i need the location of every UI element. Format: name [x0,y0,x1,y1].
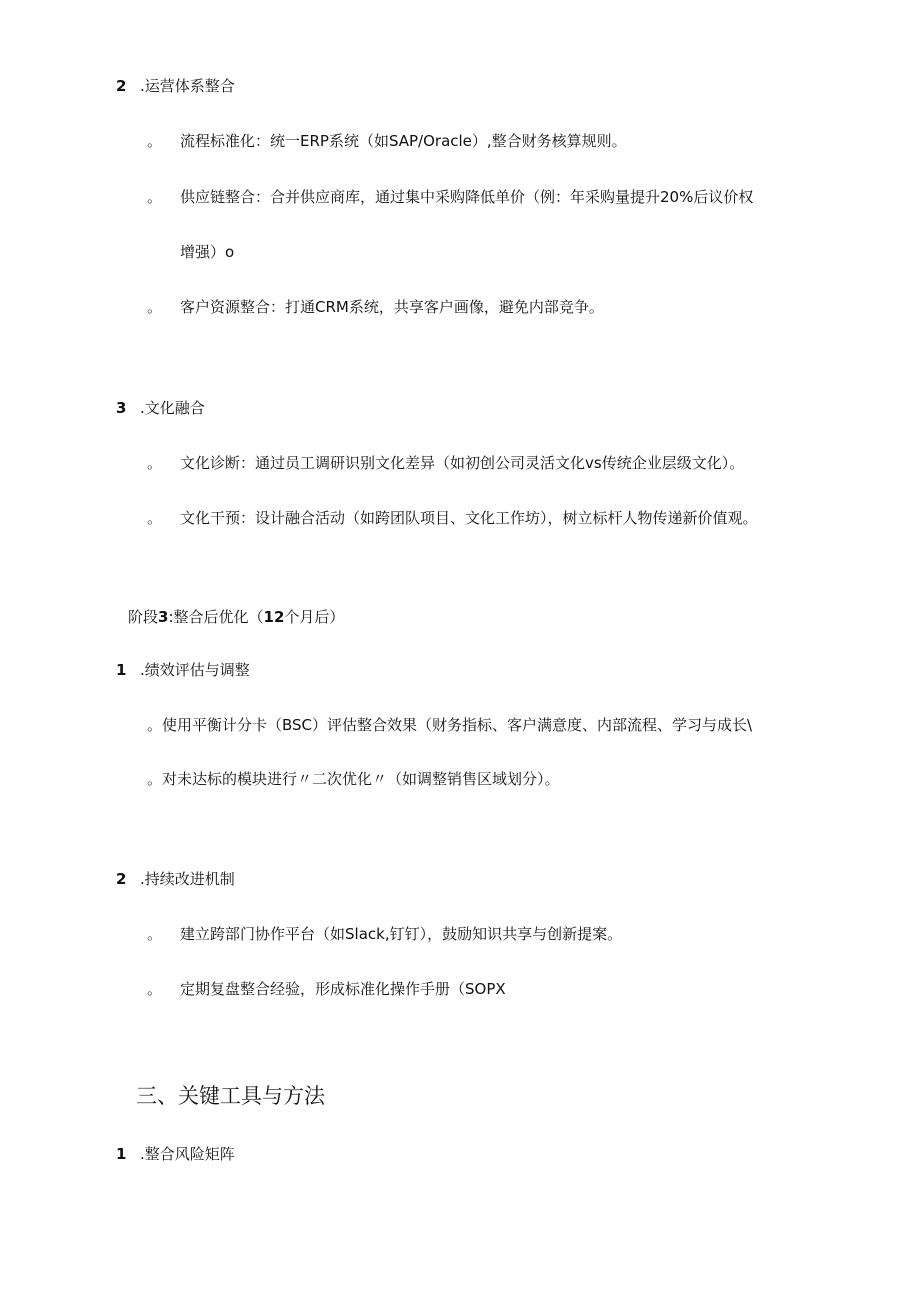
list-item: 文化干预：设计融合活动（如跨团队项目、文化工作坊），树立标杆人物传递新价值观。 [180,509,758,527]
bullet-icon: 。 [147,925,163,943]
heading-risk-matrix: .整合风险矩阵 [140,1145,235,1163]
list-item: 。对未达标的模块进行〃二次优化〃（如调整销售区域划分）。 [147,770,560,788]
bullet-icon: 。 [147,980,163,998]
heading-culture-integration: .文化融合 [140,399,205,417]
list-item-continuation: 增强）o [180,243,235,261]
bullet-icon: 。 [147,509,163,527]
list-item: 建立跨部门协作平台（如Slack,钉钉），鼓励知识共享与创新提案。 [180,925,623,943]
bullet-icon: 。 [147,132,163,150]
heading-continuous-improvement: .持续改进机制 [140,870,235,888]
heading-number: 3 [116,399,127,417]
list-item: 文化诊断：通过员工调研识别文化差异（如初创公司灵活文化vs传统企业层级文化）。 [180,454,745,472]
stage-heading: 阶段3:整合后优化（12个月后） [128,608,345,626]
list-item: 流程标准化：统一ERP系统（如SAP/Oracle）,整合财务核算规则。 [180,132,627,150]
list-item: 供应链整合：合并供应商库，通过集中采购降低单价（例：年采购量提升20%后议价权 [180,188,754,206]
heading-performance-review: .绩效评估与调整 [140,661,250,679]
heading-number: 2 [116,77,127,95]
section-title: 三、关键工具与方法 [136,1084,325,1108]
heading-number: 1 [116,1145,127,1163]
bullet-icon: 。 [147,454,163,472]
list-item: 。使用平衡计分卡（BSC）评估整合效果（财务指标、客户满意度、内部流程、学习与成长\ [147,716,753,734]
list-item: 客户资源整合：打通CRM系统，共享客户画像，避免内部竞争。 [180,298,604,316]
heading-ops-integration: .运营体系整合 [140,77,235,95]
bullet-icon: 。 [147,298,163,316]
heading-number: 1 [116,661,127,679]
heading-number: 2 [116,870,127,888]
bullet-icon: 。 [147,188,163,206]
list-item: 定期复盘整合经验，形成标准化操作手册（SOPX [180,980,506,998]
